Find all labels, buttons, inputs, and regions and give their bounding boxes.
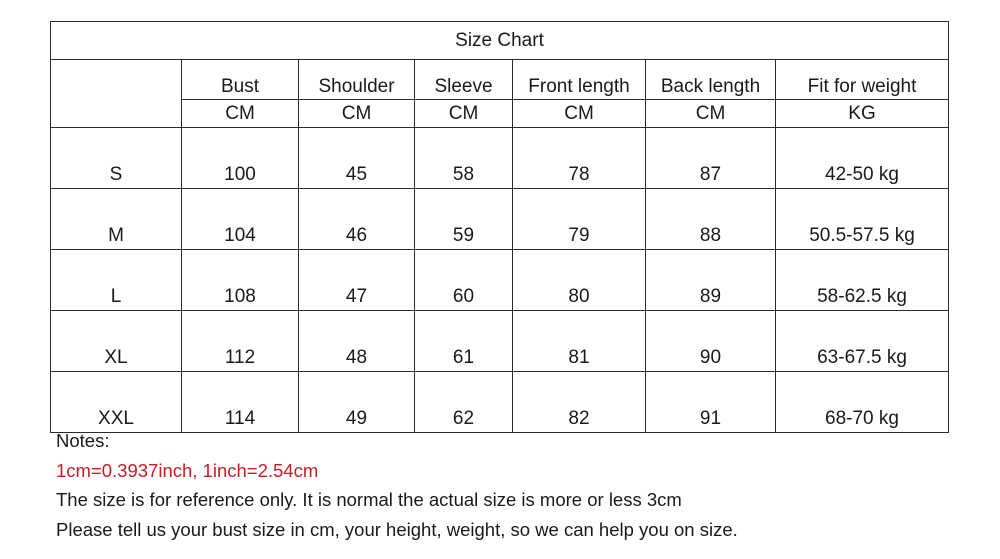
table-row [51,189,949,250]
column-unit: CM [299,100,415,128]
column-header: Shoulder [299,60,415,100]
measurement-cell: 61 [415,311,513,372]
notes-section [56,426,956,544]
measurement-cell: 58-62.5 kg [776,250,949,311]
measurement-cell: 81 [513,311,646,372]
title-row [51,22,949,60]
measurement-cell: 82 [513,372,646,433]
measurement-cell: 80 [513,250,646,311]
measurement-cell: 62 [415,372,513,433]
column-unit: CM [646,100,776,128]
table-row [51,311,949,372]
measurement-cell: 90 [646,311,776,372]
size-label: M [51,189,182,250]
column-unit: CM [415,100,513,128]
measurement-cell: 78 [513,128,646,189]
column-unit: CM [513,100,646,128]
measurement-cell: 89 [646,250,776,311]
size-label: S [51,128,182,189]
measurement-cell: 45 [299,128,415,189]
help-note: Please tell us your bust size in cm, your height, weight, so we can help you on size. [56,518,738,540]
column-header: Fit for weight [776,60,949,100]
column-header-row [51,60,949,100]
corner-cell [51,60,182,128]
notes-heading: Notes: [56,430,110,451]
measurement-cell: 87 [646,128,776,189]
measurement-cell: 63-67.5 kg [776,311,949,372]
size-chart-table [50,21,949,433]
table-row [51,250,949,311]
table-row [51,372,949,433]
measurement-cell: 48 [299,311,415,372]
column-header: Front length [513,60,646,100]
measurement-cell: 108 [182,250,299,311]
measurement-cell: 50.5-57.5 kg [776,189,949,250]
measurement-cell: 79 [513,189,646,250]
column-header: Sleeve [415,60,513,100]
size-label: L [51,250,182,311]
measurement-cell: 60 [415,250,513,311]
size-label: XXL [51,372,182,433]
measurement-cell: 49 [299,372,415,433]
measurement-cell: 58 [415,128,513,189]
measurement-cell: 88 [646,189,776,250]
column-header: Back length [646,60,776,100]
measurement-cell: 59 [415,189,513,250]
measurement-cell: 68-70 kg [776,372,949,433]
measurement-cell: 47 [299,250,415,311]
column-unit: KG [776,100,949,128]
column-header: Bust [182,60,299,100]
measurement-cell: 100 [182,128,299,189]
unit-conversion-note: 1cm=0.3937inch, 1inch=2.54cm [56,459,319,481]
measurement-cell: 112 [182,311,299,372]
measurement-cell: 91 [646,372,776,433]
measurement-cell: 104 [182,189,299,250]
column-unit: CM [182,100,299,128]
measurement-cell: 42-50 kg [776,128,949,189]
table-row [51,128,949,189]
measurement-cell: 46 [299,189,415,250]
reference-note: The size is for reference only. It is normal the actual size is more or less 3cm [56,489,682,510]
size-label: XL [51,311,182,372]
chart-title: Size Chart [51,22,949,60]
measurement-cell: 114 [182,372,299,433]
unit-row [51,100,949,128]
